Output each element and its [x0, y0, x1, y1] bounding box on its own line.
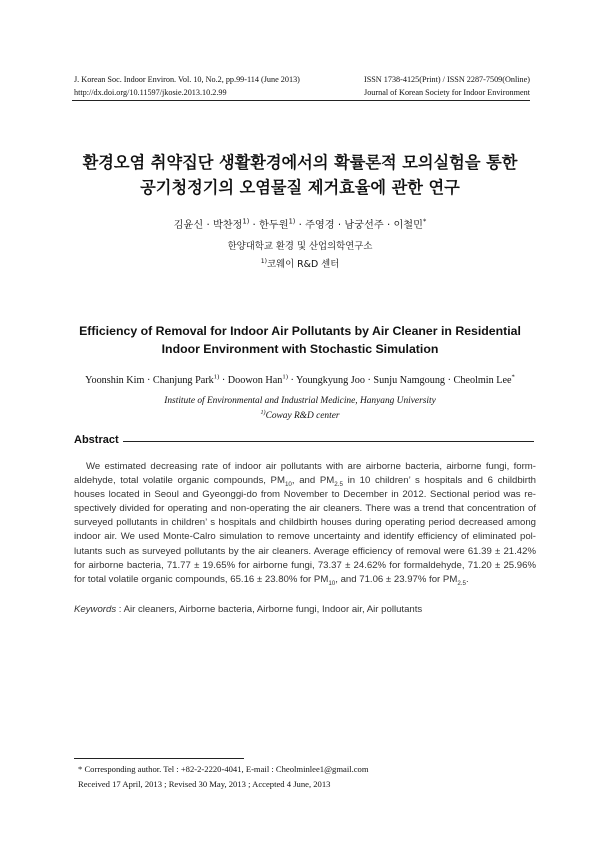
- author-separator: ·: [334, 220, 345, 231]
- author-separator: ·: [287, 375, 297, 386]
- korean-affiliation: 한양대학교 환경 및 산업의학연구소: [227, 241, 373, 252]
- affiliation-text: Coway R&D center: [265, 411, 340, 421]
- author-affiliation-mark: 1): [282, 373, 288, 381]
- abstract-text: in 10 children’ s hospitals and 6 childbirth houses located in Seoul and Gyeonggi-do from November to December in 2012. Sectional period was re-spectively divided for operating and non-operating the air cleaners. There was a trend that concentration of surveyed pollutants in children’ s hospitals and childbirth houses during operating period decreased among indoor air. We used Monte-Calro simulation to remove uncertainty and identify efficiency of eliminated pol-lutants such as surveyed pollutants by the air cleaners. Average efficiency of removal were 61.39 ± 21.42% for airborne bacteria, 71.77 ± 19.65% for airborne fungi, 73.37 ± 24.62% for formaldehyde, 71.20 ± 25.96% for total volatile organic compounds, 65.16 ± 23.80% for PM: [74, 475, 536, 585]
- author-separator: ·: [364, 375, 374, 386]
- keywords-text: Air cleaners, Airborne bacteria, Airborne fungi, Indoor air, Air pollutants: [123, 604, 423, 615]
- author-name: 한두원: [259, 220, 289, 231]
- abstract-text: , and 71.06 ± 23.97% for PM: [335, 573, 458, 585]
- header-divider: [72, 100, 530, 101]
- author-affiliation-mark: 1): [242, 217, 250, 226]
- abstract-text: We estimated decreasing rate of indoor air pollutants with are airborne bacteria, airborne fungi, form-aldehyde, total volatile organic compounds, PM: [74, 461, 536, 487]
- keywords-line: [74, 604, 536, 615]
- author-name: 남궁선주: [344, 220, 384, 231]
- keywords-label: Keywords: [74, 604, 117, 615]
- english-authors: [60, 375, 540, 386]
- author-name: 주영경: [305, 220, 335, 231]
- issn: ISSN 1738-4125(Print) / ISSN 2287-7509(Online): [363, 75, 530, 84]
- author-separator: ·: [203, 220, 213, 231]
- korean-title-line-1: 환경오염 취약집단 생활환경에서의 확률론적 모의실험을 통한: [82, 153, 518, 172]
- korean-authors: [60, 216, 540, 231]
- author-name: Doowon Han: [227, 375, 283, 386]
- doi-link[interactable]: http://dx.doi.org/10.11597/jkosie.2013.10.2.99: [74, 88, 227, 97]
- author-name: 김윤신: [173, 220, 204, 231]
- author-separator: ·: [383, 220, 394, 231]
- journal-citation: J. Korean Soc. Indoor Environ. Vol. 10, No.2, pp.99-114 (June 2013): [74, 75, 300, 84]
- author-separator: ·: [144, 375, 153, 386]
- author-name: Youngkyung Joo: [296, 375, 365, 386]
- abstract-label: Abstract: [74, 434, 119, 446]
- subscript: 10: [284, 481, 292, 488]
- abstract-text: .: [466, 573, 469, 585]
- author-name: Sunju Namgoung: [373, 375, 446, 386]
- subscript: 10: [328, 579, 336, 587]
- author-name: 박찬정: [212, 220, 243, 231]
- korean-affiliation-2: [60, 256, 540, 270]
- english-title-line-2: Indoor Environment with Stochastic Simulation: [161, 342, 439, 356]
- subscript: 2.5: [334, 481, 343, 488]
- author-name: Chanjung Park: [152, 375, 214, 386]
- journal-name: Journal of Korean Society for Indoor Environment: [364, 88, 530, 97]
- author-separator: ·: [249, 220, 260, 231]
- running-header-bottom: [74, 88, 530, 97]
- corresponding-author-note: * Corresponding author. Tel : +82-2-2220-4041, E-mail : Cheolminlee1@gmail.com: [78, 764, 369, 774]
- abstract-heading: [74, 434, 534, 446]
- subscript: 2.5: [457, 579, 466, 587]
- author-affiliation-mark: 1): [288, 217, 296, 226]
- submission-dates: Received 17 April, 2013 ; Revised 30 May, 2013 ; Accepted 4 June, 2013: [78, 779, 331, 789]
- english-affiliation: Institute of Environmental and Industrial Medicine, Hanyang University: [164, 396, 436, 406]
- author-separator: ·: [445, 375, 454, 386]
- abstract-body: [74, 460, 536, 587]
- footnote-rule: [74, 758, 244, 759]
- keywords-colon: :: [116, 604, 124, 615]
- corresponding-mark: *: [511, 373, 515, 381]
- author-separator: ·: [219, 375, 228, 386]
- affiliation-mark: 1): [260, 257, 267, 265]
- affiliation-text: 코웨이 R&D 센터: [266, 259, 340, 270]
- author-separator: ·: [295, 220, 306, 231]
- english-title-line-1: Efficiency of Removal for Indoor Air Pollutants by Air Cleaner in Residential: [79, 324, 521, 338]
- abstract-text: , and PM: [291, 475, 335, 487]
- author-affiliation-mark: 1): [213, 373, 220, 381]
- corresponding-mark: *: [422, 217, 427, 226]
- english-affiliation-2: [60, 411, 540, 421]
- abstract-rule: [123, 441, 534, 442]
- author-name: Yoonshin Kim: [85, 375, 145, 386]
- korean-title-line-2: 공기청정기의 오염물질 제거효율에 관한 연구: [140, 178, 460, 197]
- author-name: 이철민: [393, 220, 423, 231]
- running-header-top: [74, 75, 530, 84]
- affiliation-mark: 1): [260, 409, 266, 416]
- author-name: Cheolmin Lee: [453, 375, 512, 386]
